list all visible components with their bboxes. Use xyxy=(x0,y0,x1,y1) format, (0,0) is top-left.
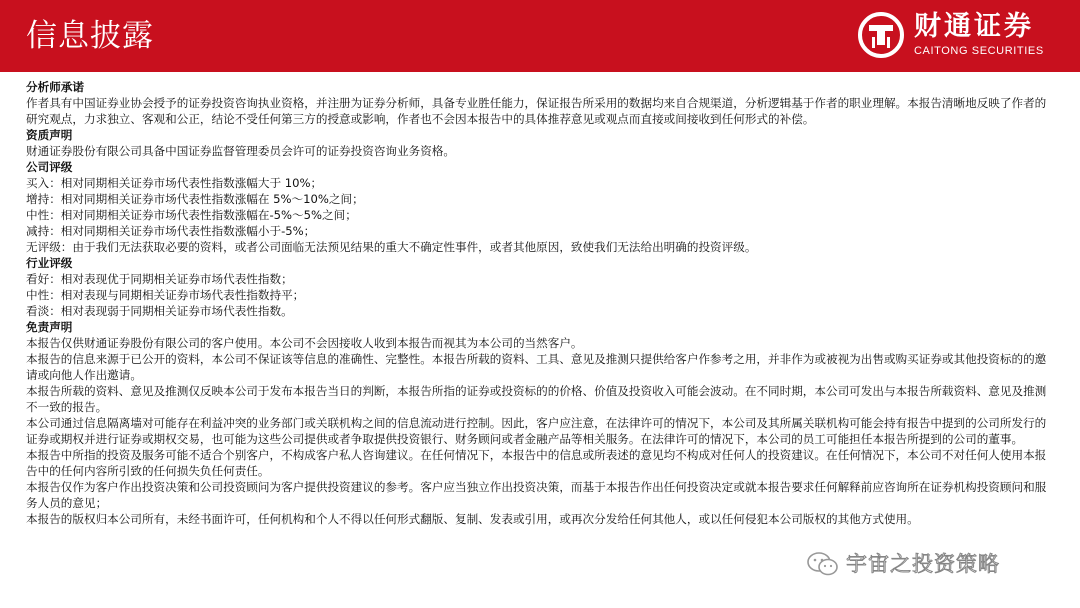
rating-item: 买入：相对同期相关证券市场代表性指数涨幅大于 10%； xyxy=(26,176,323,190)
wechat-icon xyxy=(806,551,840,577)
watermark-text: 宇宙之投资策略 xyxy=(846,552,1000,576)
paragraph: 本报告的信息来源于已公开的资料，本公司不保证该等信息的准确性、完整性。本报告所载的资料、工具、意见及推测只提供给客户作参考之用，并非作为或被视为出售或购买证券或其他投资标的的邀请或向他人作出邀请。 xyxy=(26,352,1047,382)
paragraph: 本报告中所指的投资及服务可能不适合个别客户，不构成客户私人咨询建议。在任何情况下，本报告中的信息或所表述的意见均不构成对任何人的投资建议。在任何情况下，本公司不对任何人使用本报告中的任何内容所引致的任何损失负任何责任。 xyxy=(26,448,1047,478)
rating-item: 看淡：相对表现弱于同期相关证券市场代表性指数。 xyxy=(26,304,293,318)
caitong-logo-icon xyxy=(858,12,904,58)
watermark xyxy=(806,549,1056,579)
rating-item: 减持：相对同期相关证券市场代表性指数涨幅小于-5%； xyxy=(26,224,316,238)
disclosure-body xyxy=(26,79,1052,527)
header-banner xyxy=(0,0,1080,72)
brand-logo xyxy=(858,10,1068,62)
section-heading-disclaimer: 免责声明 xyxy=(26,320,73,334)
section-heading-industry-rating: 行业评级 xyxy=(26,256,73,270)
brand-name-en: CAITONG SECURITIES xyxy=(914,45,1044,57)
paragraph: 财通证券股份有限公司具备中国证券监督管理委员会许可的证券投资咨询业务资格。 xyxy=(26,144,455,158)
paragraph: 本报告仅作为客户作出投资决策和公司投资顾问为客户提供投资建议的参考。客户应当独立作出投资决策，而基于本报告作出任何投资决定或就本报告要求任何解释前应咨询所在证券机构投资顾问和服务人员的意见； xyxy=(26,480,1047,510)
rating-item: 中性：相对表现与同期相关证券市场代表性指数持平； xyxy=(26,288,305,302)
rating-item: 无评级：由于我们无法获取必要的资料，或者公司面临无法预见结果的重大不确定性事件，或者其他原因，致使我们无法给出明确的投资评级。 xyxy=(26,240,757,254)
paragraph: 作者具有中国证券业协会授予的证券投资咨询执业资格，并注册为证券分析师，具备专业胜任能力，保证报告所采用的数据均来自合规渠道，分析逻辑基于作者的职业理解。本报告清晰地反映了作者的研究观点，力求独立、客观和公正，结论不受任何第三方的授意或影响，作者也不会因本报告中的具体推荐意见或观点而直接或间接收到任何形式的补偿。 xyxy=(26,96,1047,126)
paragraph: 本报告所载的资料、意见及推测仅反映本公司于发布本报告当日的判断，本报告所指的证券或投资标的的价格、价值及投资收入可能会波动。在不同时期，本公司可发出与本报告所载资料、意见及推测不一致的报告。 xyxy=(26,384,1047,414)
section-heading-qualification: 资质声明 xyxy=(26,128,73,142)
section-heading-analyst: 分析师承诺 xyxy=(26,80,84,94)
rating-item: 中性：相对同期相关证券市场代表性指数涨幅在-5%～5%之间； xyxy=(26,208,357,222)
paragraph: 本公司通过信息隔离墙对可能存在利益冲突的业务部门或关联机构之间的信息流动进行控制。因此，客户应注意，在法律许可的情况下，本公司及其所属关联机构可能会持有报告中提到的公司所发行的证券或期权并进行证券或期权交易，也可能为这些公司提供或者争取提供投资银行、财务顾问或者金融产品等相关服务。在法律许可的情况下，本公司的员工可能担任本报告所提到的公司的董事。 xyxy=(26,416,1047,446)
page-title: 信息披露 xyxy=(26,18,154,54)
brand-name-cn: 财通证券 xyxy=(914,11,1034,42)
section-heading-company-rating: 公司评级 xyxy=(26,160,73,174)
paragraph: 本报告的版权归本公司所有，未经书面许可，任何机构和个人不得以任何形式翻版、复制、发表或引用，或再次分发给任何其他人，或以任何侵犯本公司版权的其他方式使用。 xyxy=(26,512,919,526)
rating-item: 看好：相对表现优于同期相关证券市场代表性指数； xyxy=(26,272,293,286)
rating-item: 增持：相对同期相关证券市场代表性指数涨幅在 5%～10%之间； xyxy=(26,192,364,206)
paragraph: 本报告仅供财通证券股份有限公司的客户使用。本公司不会因接收人收到本报告而视其为本公司的当然客户。 xyxy=(26,336,583,350)
